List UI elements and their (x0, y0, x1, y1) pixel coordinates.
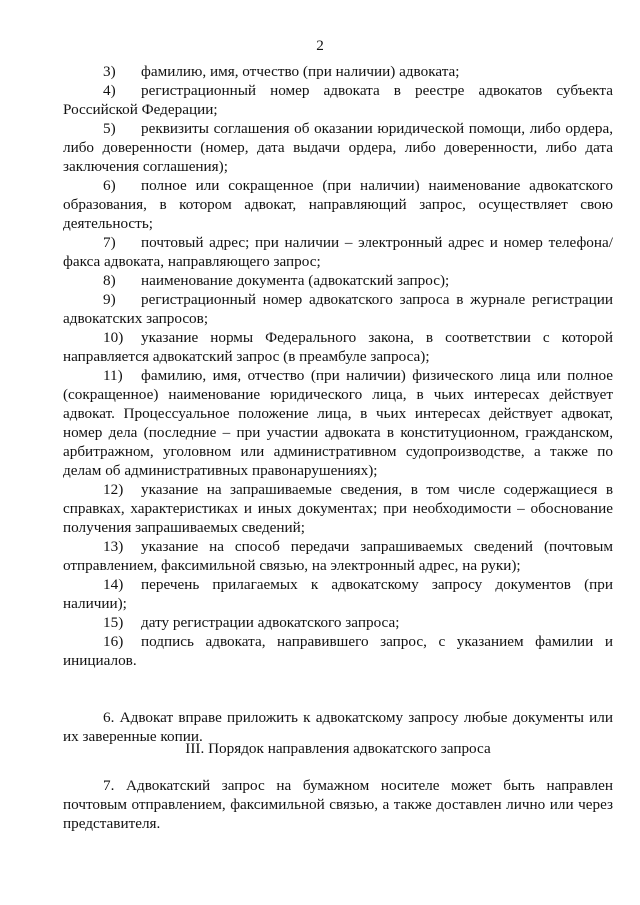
page-number: 2 (316, 37, 324, 54)
item-text: перечень прилагаемых к адвокатскому запросу документов (при наличии); (63, 576, 613, 612)
item-text: фамилию, имя, отчество (при наличии) адвоката; (141, 63, 460, 80)
section-heading: III. Порядок направления адвокатского запроса (185, 740, 491, 757)
list-item (63, 271, 613, 290)
item-number: 15) (103, 614, 124, 631)
item-text: регистрационный номер адвоката в реестре адвокатов субъекта Российской Федерации; (63, 82, 613, 118)
item-text: дату регистрации адвокатского запроса; (141, 614, 400, 631)
item-number: 5) (103, 120, 116, 137)
item-number: 4) (103, 82, 116, 99)
item-number: 9) (103, 291, 116, 308)
item-text: указание нормы Федерального закона, в соответствии с которой направляется адвокатский запрос (в преамбуле запроса); (63, 329, 613, 365)
item-text: фамилию, имя, отчество (при наличии) физического лица или полное (сокращенное) наименование юридического лица, в чьих интересах действует адвокат. Процессуальное положение лица, в чьих интересах действует адвокат, номер дела (последние – при участии адвоката в конституционном, гражданском, арбитражном, уголовном или административном судопроизводстве, а также по делам об административных правонарушениях); (63, 367, 613, 479)
item-text: указание на способ передачи запрашиваемых сведений (почтовым отправлением, факсимильной связью, на электронный адрес, на руки); (63, 538, 613, 574)
item-number: 11) (103, 367, 123, 384)
item-text: почтовый адрес; при наличии – электронный адрес и номер телефона/факса адвоката, направляющего запрос; (63, 234, 613, 270)
item-number: 13) (103, 538, 124, 555)
item-number: 16) (103, 633, 124, 650)
item-number: 14) (103, 576, 124, 593)
list-item (63, 537, 613, 575)
list-item (63, 328, 613, 366)
requirements-list (63, 62, 613, 746)
paragraph-7: 7. Адвокатский запрос на бумажном носителе может быть направлен почтовым отправлением, факсимильной связью, а также доставлен лично или через представителя. (63, 777, 613, 832)
item-text: реквизиты соглашения об оказании юридической помощи, либо ордера, либо доверенности (номер, дата выдачи ордера, либо доверенности, либо дата заключения соглашения); (63, 120, 613, 175)
list-item (63, 575, 613, 613)
item-number: 6) (103, 177, 116, 194)
paragraph-6: 6. Адвокат вправе приложить к адвокатскому запросу любые документы или их заверенные копии. (63, 709, 613, 745)
item-number: 12) (103, 481, 124, 498)
item-number: 3) (103, 63, 116, 80)
list-item (63, 366, 613, 480)
item-text: полное или сокращенное (при наличии) наименование адвокатского образования, в котором адвокат, направляющий запрос, осуществляет свою деятельность; (63, 177, 613, 232)
item-number: 8) (103, 272, 116, 289)
item-number: 10) (103, 329, 124, 346)
list-item (63, 81, 613, 119)
item-number: 7) (103, 234, 116, 251)
list-item (63, 613, 613, 632)
item-text: указание на запрашиваемые сведения, в том числе содержащиеся в справках, характеристиках и иных документах; при необходимости – обоснование получения запрашиваемых сведений; (63, 481, 613, 536)
list-item (63, 689, 613, 708)
list-item (63, 62, 613, 81)
list-item (63, 670, 613, 689)
item-text: регистрационный номер адвокатского запроса в журнале регистрации адвокатских запросов; (63, 291, 613, 327)
list-item (63, 480, 613, 537)
item-text: подпись адвоката, направившего запрос, с указанием фамилии и инициалов. (63, 633, 613, 669)
list-item (63, 119, 613, 176)
list-item (63, 233, 613, 271)
list-item (63, 290, 613, 328)
list-item (63, 176, 613, 233)
item-text: наименование документа (адвокатский запрос); (141, 272, 450, 289)
list-item (63, 632, 613, 670)
